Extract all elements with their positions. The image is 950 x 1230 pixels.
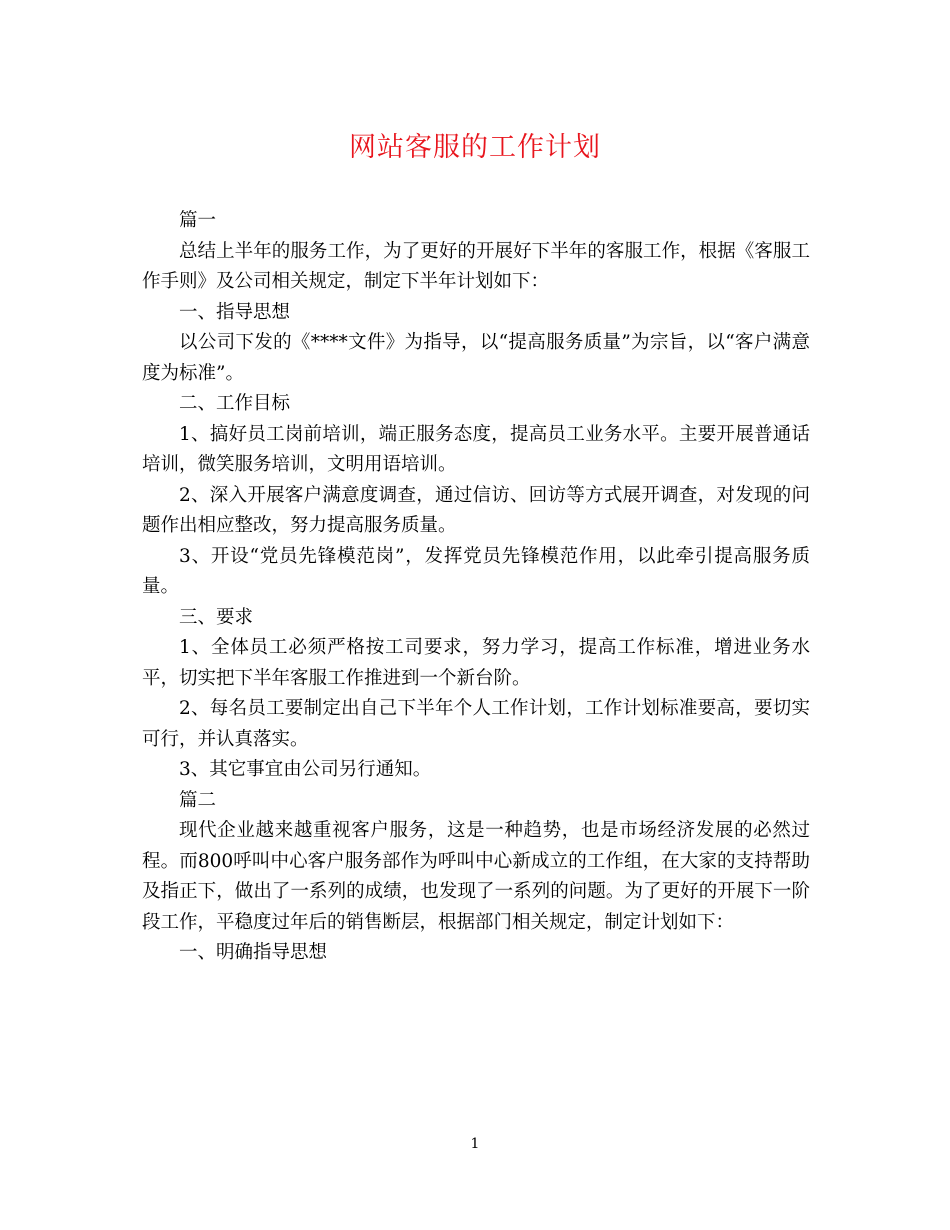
requirement-item-2: 2、每名员工要制定出自己下半年个人工作计划，工作计划标准要高，要切实可行，并认真落实。 <box>142 698 810 750</box>
goal-item-2: 2、深入开展客户满意度调查，通过信访、回访等方式展开调查，对发现的问题作出相应整改，努力提高服务质量。 <box>142 484 810 536</box>
heading-guiding-ideology: 一、指导思想 <box>179 301 291 323</box>
part-two-intro-paragraph: 现代企业越来越重视客户服务，这是一种趋势，也是市场经济发展的必然过程。而800呼叫中心客户服务部作为呼叫中心新成立的工作组，在大家的支持帮助及指正下，做出了一系列的成绩，也发现了一系列的问题。为了更好的开展下一阶段工作，平稳度过年后的销售断层，根据部门相关规定，制定计划如下： <box>142 820 810 933</box>
section-heading-part-two: 篇二 <box>179 789 217 811</box>
intro-paragraph: 总结上半年的服务工作，为了更好的开展好下半年的客服工作，根据《客服工作手则》及公司相关规定，制定下半年计划如下： <box>142 240 810 292</box>
requirement-item-1: 1、全体员工必须严格按工司要求，努力学习，提高工作标准，增进业务水平，切实把下半年客服工作推进到一个新台阶。 <box>142 637 810 689</box>
heading-work-goals: 二、工作目标 <box>179 393 291 414</box>
document-body <box>142 206 810 969</box>
heading-clarify-guiding-ideology: 一、明确指导思想 <box>179 942 328 963</box>
section-heading-part-one: 篇一 <box>179 210 217 231</box>
requirement-item-3: 3、其它事宜由公司另行通知。 <box>179 759 432 780</box>
goal-item-3: 3、开设“党员先锋模范岗”，发挥党员先锋模范作用，以此牵引提高服务质量。 <box>142 545 810 597</box>
heading-requirements: 三、要求 <box>179 606 254 628</box>
document-title: 网站客服的工作计划 <box>349 132 601 163</box>
page-number: 1 <box>470 1136 480 1152</box>
paragraph-guiding-ideology: 以公司下发的《****文件》为指导，以“提高服务质量”为宗旨，以“客户满意度为标准”。 <box>142 332 810 384</box>
goal-item-1: 1、搞好员工岗前培训，端正服务态度，提高员工业务水平。主要开展普通话培训，微笑服务培训，文明用语培训。 <box>142 423 810 475</box>
